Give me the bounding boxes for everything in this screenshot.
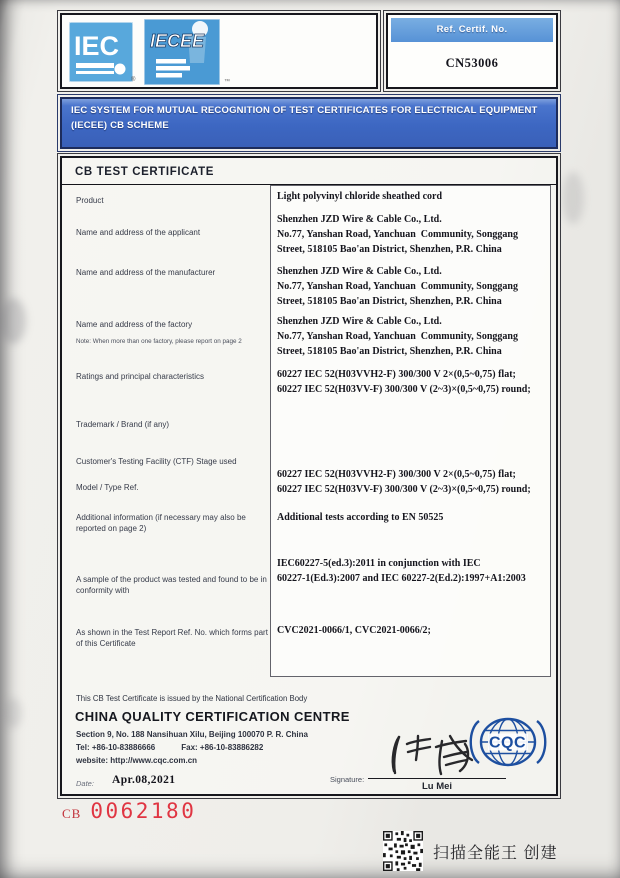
scanner-watermark	[383, 831, 557, 871]
svg-text:IEC: IEC	[74, 31, 120, 61]
certificate-body	[60, 156, 558, 796]
field-value-factory: Shenzhen JZD Wire & Cable Co., Ltd. No.77, Yanshan Road, Yanchuan Community, Songgang Street, 518105 Bao'an District, Shenzhen, P.R. China	[277, 316, 518, 357]
ncb-address: Section 9, No. 188 Nansihuan Xilu, Beijing 100070 P. R. China	[76, 730, 308, 739]
field-value-test-report: CVC2021-0066/1, CVC2021-0066/2;	[277, 625, 431, 636]
field-label-product: Product	[76, 196, 104, 205]
scanner-watermark-text: 扫描全能王 创建	[433, 844, 558, 862]
scan-smudge	[562, 172, 584, 224]
field-value-additional-info: Additional tests according to EN 50525	[277, 512, 444, 523]
signature-label: Signature:	[330, 775, 365, 784]
field-value-model: 60227 IEC 52(H03VVH2-F) 300/300 V 2×(0,5~0,75) flat; 60227 IEC 52(H03VV-F) 300/300 V (2~3)×(0,5~0,75) round;	[277, 469, 531, 495]
signer-name: Lu Mei	[421, 781, 453, 792]
field-label-conformity: A sample of the product was tested and found to be in conformity with	[76, 575, 267, 595]
field-value-product: Light polyvinyl chloride sheathed cord	[277, 191, 443, 202]
iecee-logo-icon	[144, 19, 220, 85]
cb-serial-prefix: CB	[62, 806, 82, 821]
values-box	[270, 185, 551, 677]
ref-certif-label: Ref. Certif. No.	[391, 18, 553, 42]
ncb-tel-fax	[76, 743, 263, 752]
registered-mark: ®	[131, 77, 136, 83]
field-value-ratings: 60227 IEC 52(H03VVH2-F) 300/300 V 2×(0,5~0,75) flat; 60227 IEC 52(H03VV-F) 300/300 V (2~3)×(0,5~0,75) round;	[277, 369, 531, 395]
ref-certif-box	[386, 13, 558, 89]
ncb-name: CHINA QUALITY CERTIFICATION CENTRE	[75, 709, 350, 724]
field-label-factory: Name and address of the factory	[76, 320, 193, 329]
certificate-title: CB TEST CERTIFICATE	[75, 166, 214, 178]
logo-box	[60, 13, 378, 89]
field-value-conformity: IEC60227-5(ed.3):2011 in conjunction with IEC 60227-1(Ed.3):2007 and IEC 60227-2(Ed.2):1997+A1:2003	[277, 558, 526, 584]
date-label: Date:	[76, 779, 94, 788]
scan-smudge	[0, 298, 26, 344]
field-label-test-report: As shown in the Test Report Ref. No. which forms part of this Certificate	[76, 628, 268, 648]
qr-code-icon	[383, 831, 423, 871]
field-value-applicant: Shenzhen JZD Wire & Cable Co., Ltd. No.77, Yanshan Road, Yanchuan Community, Songgang Street, 518105 Bao'an District, Shenzhen, P.R. China	[277, 214, 518, 255]
field-label-manufacturer: Name and address of the manufacturer	[76, 268, 216, 277]
svg-text:IECEE: IECEE	[150, 31, 205, 51]
field-note-factory: Note: When more than one factory, please report on page 2	[76, 338, 242, 345]
ncb-website: website: http://www.cqc.com.cn	[76, 756, 198, 765]
field-value-manufacturer: Shenzhen JZD Wire & Cable Co., Ltd. No.77, Yanshan Road, Yanchuan Community, Songgang Street, 518105 Bao'an District, Shenzhen, P.R. China	[277, 266, 518, 307]
scheme-banner	[60, 97, 558, 149]
iec-logo-icon	[69, 22, 136, 83]
svg-text:CQC: CQC	[489, 734, 527, 752]
field-label-additional-info: Additional information (if necessary may also be reported on page 2)	[76, 513, 246, 533]
field-label-trademark: Trademark / Brand (if any)	[76, 420, 170, 429]
scheme-banner-line2: (IECEE) CB SCHEME	[71, 119, 169, 131]
date-value: Apr.08,2021	[112, 774, 176, 786]
scheme-banner-line1: IEC SYSTEM FOR MUTUAL RECOGNITION OF TEST CERTIFICATES FOR ELECTRICAL EQUIPMENT	[71, 105, 538, 116]
ncb-fax: Fax: +86-10-83886282	[181, 743, 264, 752]
field-label-applicant: Name and address of the applicant	[76, 228, 201, 237]
cqc-logo-icon	[464, 714, 552, 772]
signature-line	[368, 778, 506, 779]
field-label-ratings: Ratings and principal characteristics	[76, 372, 205, 381]
cb-serial-number: 0062180	[90, 799, 197, 823]
issued-note: This CB Test Certificate is issued by the National Certification Body	[76, 694, 308, 703]
trademark-mark: ™	[224, 79, 230, 85]
field-label-ctf: Customer's Testing Facility (CTF) Stage used	[76, 457, 237, 466]
ncb-tel: Tel: +86-10-83886666	[76, 743, 156, 752]
scan-smudge	[4, 698, 22, 728]
cb-serial	[62, 799, 196, 823]
ref-certif-number: CN53006	[445, 56, 499, 70]
field-label-model: Model / Type Ref.	[76, 483, 139, 492]
